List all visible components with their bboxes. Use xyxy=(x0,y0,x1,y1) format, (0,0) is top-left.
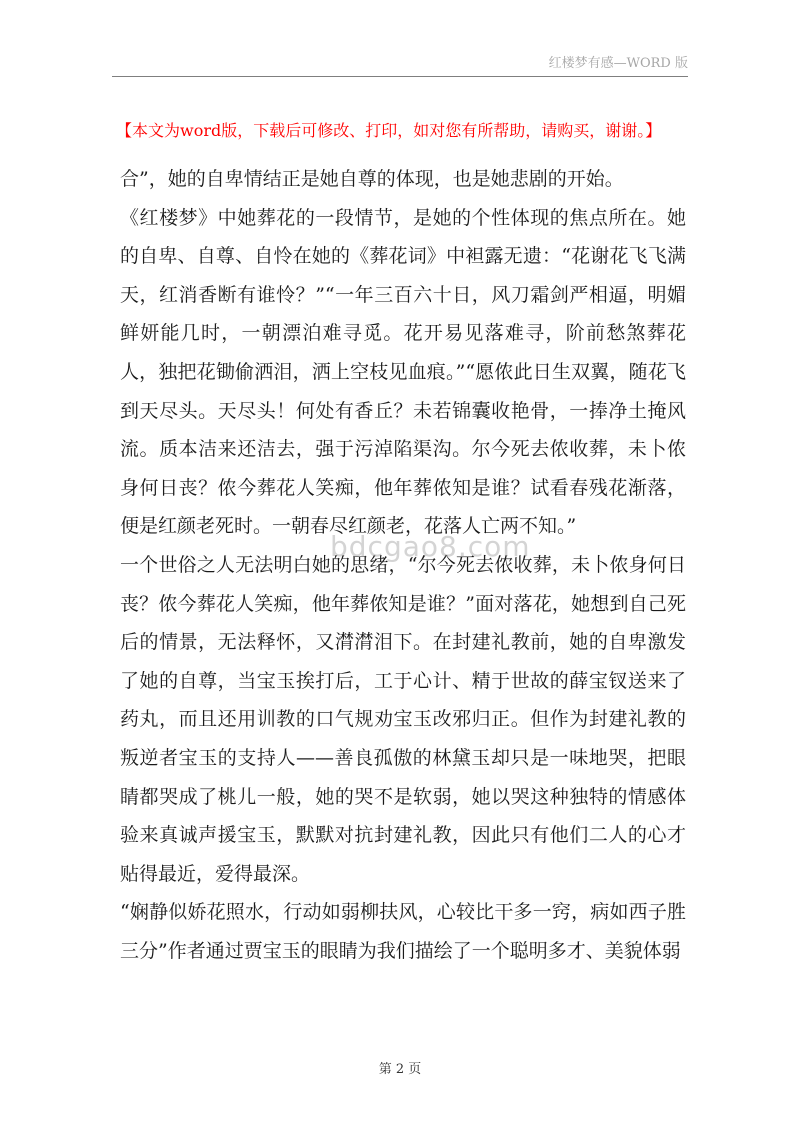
paragraph: 《红楼梦》中她葬花的一段情节，是她的个性体现的焦点所在。她的自卑、自尊、自怜在她的《葬花词》中袒露无遗：“花谢花飞飞满天，红消香断有谁怜？”“一年三百六十日，风刀霜剑严相逼，明媚鲜妍能几时，一朝漂泊难寻觅。花开易见落难寻，阶前愁煞葬花人，独把花锄偷洒泪，洒上空枝见血痕。”“愿侬此日生双翼，随花飞到天尽头。天尽头！何处有香丘？未若锦囊收艳骨，一捧净土掩风流。质本洁来还洁去，强于污淖陷渠沟。尔今死去侬收葬，未卜侬身何日丧？侬今葬花人笑痴，他年葬侬知是谁？试看春残花渐落，便是红颜老死时。一朝春尽红颜老，花落人亡两不知。” xyxy=(120,206,686,538)
header-title: 红楼梦有感—WORD 版 xyxy=(548,56,688,71)
download-notice: 【本文为word版，下载后可修改、打印，如对您有所帮助，请购买，谢谢。】 xyxy=(116,121,662,140)
header-divider xyxy=(112,76,688,77)
paragraph: 合”，她的自卑情结正是她自尊的体现，也是她悲剧的开始。 xyxy=(120,168,624,190)
paragraph: “娴静似娇花照水，行动如弱柳扶风，心较比干多一窍，病如西子胜三分”作者通过贾宝玉的眼睛为我们描绘了一个聪明多才、美貌体弱 xyxy=(120,901,686,962)
watermark: bdcgao8.com xyxy=(330,530,531,563)
article-body xyxy=(120,160,686,970)
paragraph: 一个世俗之人无法明白她的思绪，“尔今死去侬收葬，未卜侬身何日丧？侬今葬花人笑痴，他年葬侬知是谁？”面对落花，她想到自己死后的情景，无法释怀，又潸潸泪下。在封建礼教前，她的自卑激发了她的自尊，当宝玉挨打后，工于心计、精于世故的薛宝钗送来了药丸，而且还用训教的口气规劝宝玉改邪归正。但作为封建礼教的叛逆者宝玉的支持人——善良孤傲的林黛玉却只是一味地哭，把眼睛都哭成了桃儿一般，她的哭不是软弱，她以哭这种独特的情感体验来真诚声援宝玉，默默对抗封建礼教，因此只有他们二人的心才贴得最近，爱得最深。 xyxy=(120,553,686,885)
page-number: 第 2 页 xyxy=(378,1062,422,1077)
